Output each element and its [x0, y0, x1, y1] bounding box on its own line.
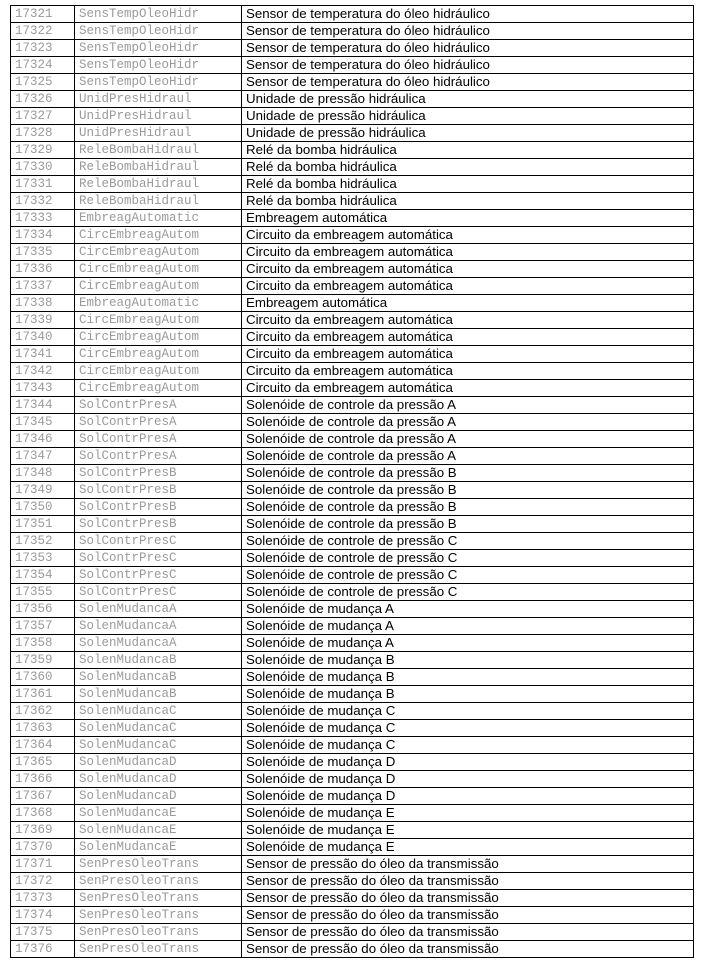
abbreviation-cell: SolContrPresA — [75, 397, 242, 414]
table-row — [11, 907, 694, 924]
abbreviation-cell: SolContrPresB — [75, 482, 242, 499]
table-row — [11, 686, 694, 703]
table-row — [11, 346, 694, 363]
fault-code-cell: 17361 — [11, 686, 75, 703]
description-cell: Sensor de pressão do óleo da transmissão — [242, 890, 694, 907]
table-row — [11, 805, 694, 822]
fault-code-cell: 17359 — [11, 652, 75, 669]
description-cell: Circuito da embreagem automática — [242, 312, 694, 329]
description-cell: Relé da bomba hidráulica — [242, 193, 694, 210]
fault-code-cell: 17350 — [11, 499, 75, 516]
description-cell: Solenóide de mudança A — [242, 601, 694, 618]
table-row — [11, 720, 694, 737]
abbreviation-cell: SolenMudancaA — [75, 618, 242, 635]
fault-code-cell: 17348 — [11, 465, 75, 482]
abbreviation-cell: SolContrPresB — [75, 516, 242, 533]
table-row — [11, 312, 694, 329]
table-row — [11, 567, 694, 584]
abbreviation-cell: SolContrPresC — [75, 533, 242, 550]
fault-code-cell: 17339 — [11, 312, 75, 329]
description-cell: Solenóide de controle da pressão A — [242, 448, 694, 465]
abbreviation-cell: UnidPresHidraul — [75, 125, 242, 142]
table-row — [11, 499, 694, 516]
table-row — [11, 431, 694, 448]
table-row — [11, 601, 694, 618]
description-cell: Circuito da embreagem automática — [242, 261, 694, 278]
abbreviation-cell: CircEmbreagAutom — [75, 380, 242, 397]
fault-code-cell: 17376 — [11, 941, 75, 958]
description-cell: Solenóide de mudança B — [242, 652, 694, 669]
abbreviation-cell: SenPresOleoTrans — [75, 907, 242, 924]
abbreviation-cell: SolenMudancaA — [75, 601, 242, 618]
table-row — [11, 703, 694, 720]
description-cell: Solenóide de mudança C — [242, 703, 694, 720]
abbreviation-cell: SolenMudancaB — [75, 686, 242, 703]
description-cell: Solenóide de controle de pressão C — [242, 550, 694, 567]
fault-code-cell: 17373 — [11, 890, 75, 907]
fault-code-cell: 17370 — [11, 839, 75, 856]
description-cell: Circuito da embreagem automática — [242, 227, 694, 244]
fault-code-cell: 17351 — [11, 516, 75, 533]
table-row — [11, 261, 694, 278]
table-row — [11, 108, 694, 125]
fault-code-cell: 17360 — [11, 669, 75, 686]
abbreviation-cell: CircEmbreagAutom — [75, 278, 242, 295]
fault-code-cell: 17333 — [11, 210, 75, 227]
description-cell: Circuito da embreagem automática — [242, 363, 694, 380]
table-row — [11, 482, 694, 499]
fault-code-cell: 17324 — [11, 57, 75, 74]
abbreviation-cell: ReleBombaHidraul — [75, 159, 242, 176]
table-row — [11, 176, 694, 193]
description-cell: Solenóide de mudança A — [242, 618, 694, 635]
description-cell: Sensor de temperatura do óleo hidráulico — [242, 40, 694, 57]
table-row — [11, 839, 694, 856]
fault-code-cell: 17358 — [11, 635, 75, 652]
fault-code-cell: 17337 — [11, 278, 75, 295]
table-row — [11, 244, 694, 261]
table-row — [11, 142, 694, 159]
description-cell: Solenóide de mudança D — [242, 771, 694, 788]
fault-code-cell: 17365 — [11, 754, 75, 771]
fault-code-cell: 17342 — [11, 363, 75, 380]
description-cell: Embreagem automática — [242, 295, 694, 312]
abbreviation-cell: SolenMudancaE — [75, 805, 242, 822]
abbreviation-cell: ReleBombaHidraul — [75, 142, 242, 159]
fault-code-cell: 17357 — [11, 618, 75, 635]
abbreviation-cell: SensTempOleoHidr — [75, 57, 242, 74]
table-row — [11, 397, 694, 414]
description-cell: Solenóide de mudança D — [242, 754, 694, 771]
table-row — [11, 448, 694, 465]
abbreviation-cell: SensTempOleoHidr — [75, 40, 242, 57]
description-cell: Solenóide de mudança E — [242, 839, 694, 856]
description-cell: Solenóide de controle da pressão B — [242, 482, 694, 499]
table-row — [11, 23, 694, 40]
description-cell: Unidade de pressão hidráulica — [242, 108, 694, 125]
description-cell: Solenóide de mudança A — [242, 635, 694, 652]
fault-code-cell: 17354 — [11, 567, 75, 584]
table-row — [11, 618, 694, 635]
fault-code-cell: 17363 — [11, 720, 75, 737]
fault-code-cell: 17344 — [11, 397, 75, 414]
description-cell: Solenóide de mudança B — [242, 686, 694, 703]
table-row — [11, 924, 694, 941]
table-row — [11, 57, 694, 74]
fault-code-cell: 17366 — [11, 771, 75, 788]
table-row — [11, 669, 694, 686]
description-cell: Circuito da embreagem automática — [242, 329, 694, 346]
fault-code-cell: 17323 — [11, 40, 75, 57]
fault-code-cell: 17322 — [11, 23, 75, 40]
description-cell: Sensor de temperatura do óleo hidráulico — [242, 6, 694, 23]
table-row — [11, 295, 694, 312]
abbreviation-cell: SolContrPresA — [75, 431, 242, 448]
table-row — [11, 516, 694, 533]
description-cell: Sensor de pressão do óleo da transmissão — [242, 856, 694, 873]
fault-code-cell: 17372 — [11, 873, 75, 890]
fault-code-cell: 17364 — [11, 737, 75, 754]
table-row — [11, 465, 694, 482]
abbreviation-cell: SolenMudancaA — [75, 635, 242, 652]
description-cell: Solenóide de controle de pressão C — [242, 533, 694, 550]
fault-code-cell: 17375 — [11, 924, 75, 941]
abbreviation-cell: CircEmbreagAutom — [75, 329, 242, 346]
fault-code-cell: 17330 — [11, 159, 75, 176]
description-cell: Sensor de temperatura do óleo hidráulico — [242, 57, 694, 74]
abbreviation-cell: ReleBombaHidraul — [75, 176, 242, 193]
description-cell: Solenóide de mudança E — [242, 805, 694, 822]
abbreviation-cell: SolenMudancaD — [75, 788, 242, 805]
description-cell: Solenóide de mudança C — [242, 737, 694, 754]
description-cell: Relé da bomba hidráulica — [242, 176, 694, 193]
fault-code-cell: 17374 — [11, 907, 75, 924]
fault-code-cell: 17347 — [11, 448, 75, 465]
table-row — [11, 941, 694, 958]
description-cell: Solenóide de mudança D — [242, 788, 694, 805]
fault-code-cell: 17353 — [11, 550, 75, 567]
fault-code-cell: 17368 — [11, 805, 75, 822]
description-cell: Sensor de temperatura do óleo hidráulico — [242, 74, 694, 91]
abbreviation-cell: UnidPresHidraul — [75, 91, 242, 108]
description-cell: Solenóide de controle de pressão C — [242, 567, 694, 584]
fault-code-cell: 17349 — [11, 482, 75, 499]
description-cell: Solenóide de controle de pressão C — [242, 584, 694, 601]
table-row — [11, 125, 694, 142]
abbreviation-cell: CircEmbreagAutom — [75, 346, 242, 363]
abbreviation-cell: SolenMudancaE — [75, 822, 242, 839]
abbreviation-cell: SolenMudancaB — [75, 669, 242, 686]
abbreviation-cell: SolContrPresA — [75, 448, 242, 465]
abbreviation-cell: CircEmbreagAutom — [75, 227, 242, 244]
fault-code-cell: 17332 — [11, 193, 75, 210]
table-row — [11, 533, 694, 550]
description-cell: Solenóide de controle da pressão B — [242, 499, 694, 516]
abbreviation-cell: SenPresOleoTrans — [75, 856, 242, 873]
abbreviation-cell: SolenMudancaC — [75, 720, 242, 737]
description-cell: Embreagem automática — [242, 210, 694, 227]
description-cell: Sensor de pressão do óleo da transmissão — [242, 873, 694, 890]
fault-code-cell: 17371 — [11, 856, 75, 873]
description-cell: Circuito da embreagem automática — [242, 346, 694, 363]
description-cell: Circuito da embreagem automática — [242, 278, 694, 295]
abbreviation-cell: SenPresOleoTrans — [75, 941, 242, 958]
table-row — [11, 193, 694, 210]
fault-code-cell: 17329 — [11, 142, 75, 159]
abbreviation-cell: UnidPresHidraul — [75, 108, 242, 125]
abbreviation-cell: SenPresOleoTrans — [75, 873, 242, 890]
table-row — [11, 329, 694, 346]
fault-code-cell: 17345 — [11, 414, 75, 431]
table-row — [11, 159, 694, 176]
description-cell: Relé da bomba hidráulica — [242, 142, 694, 159]
table-row — [11, 6, 694, 23]
fault-code-table-body — [11, 6, 694, 958]
fault-code-cell: 17362 — [11, 703, 75, 720]
table-row — [11, 890, 694, 907]
table-row — [11, 227, 694, 244]
abbreviation-cell: SolenMudancaD — [75, 771, 242, 788]
table-row — [11, 771, 694, 788]
table-row — [11, 278, 694, 295]
abbreviation-cell: SensTempOleoHidr — [75, 6, 242, 23]
table-row — [11, 210, 694, 227]
description-cell: Sensor de pressão do óleo da transmissão — [242, 907, 694, 924]
description-cell: Unidade de pressão hidráulica — [242, 91, 694, 108]
fault-code-cell: 17341 — [11, 346, 75, 363]
description-cell: Solenóide de controle da pressão A — [242, 397, 694, 414]
fault-code-cell: 17343 — [11, 380, 75, 397]
abbreviation-cell: SolenMudancaB — [75, 652, 242, 669]
table-row — [11, 754, 694, 771]
fault-code-cell: 17336 — [11, 261, 75, 278]
fault-code-cell: 17321 — [11, 6, 75, 23]
table-row — [11, 40, 694, 57]
table-row — [11, 635, 694, 652]
description-cell: Solenóide de controle da pressão B — [242, 465, 694, 482]
abbreviation-cell: CircEmbreagAutom — [75, 244, 242, 261]
fault-code-cell: 17340 — [11, 329, 75, 346]
description-cell: Sensor de pressão do óleo da transmissão — [242, 924, 694, 941]
fault-code-cell: 17367 — [11, 788, 75, 805]
fault-code-cell: 17326 — [11, 91, 75, 108]
abbreviation-cell: CircEmbreagAutom — [75, 261, 242, 278]
description-cell: Relé da bomba hidráulica — [242, 159, 694, 176]
description-cell: Unidade de pressão hidráulica — [242, 125, 694, 142]
description-cell: Solenóide de mudança B — [242, 669, 694, 686]
table-row — [11, 652, 694, 669]
abbreviation-cell: SolContrPresA — [75, 414, 242, 431]
table-row — [11, 74, 694, 91]
abbreviation-cell: SolenMudancaC — [75, 737, 242, 754]
table-row — [11, 91, 694, 108]
description-cell: Solenóide de controle da pressão A — [242, 431, 694, 448]
fault-code-cell: 17369 — [11, 822, 75, 839]
abbreviation-cell: EmbreagAutomatic — [75, 210, 242, 227]
fault-code-cell: 17325 — [11, 74, 75, 91]
fault-code-cell: 17352 — [11, 533, 75, 550]
fault-code-cell: 17331 — [11, 176, 75, 193]
table-row — [11, 414, 694, 431]
abbreviation-cell: ReleBombaHidraul — [75, 193, 242, 210]
abbreviation-cell: CircEmbreagAutom — [75, 363, 242, 380]
abbreviation-cell: SolenMudancaE — [75, 839, 242, 856]
abbreviation-cell: SolContrPresB — [75, 499, 242, 516]
fault-code-table — [10, 5, 694, 958]
fault-code-cell: 17346 — [11, 431, 75, 448]
description-cell: Solenóide de controle da pressão B — [242, 516, 694, 533]
fault-code-cell: 17328 — [11, 125, 75, 142]
fault-code-cell: 17335 — [11, 244, 75, 261]
table-row — [11, 550, 694, 567]
abbreviation-cell: SolContrPresB — [75, 465, 242, 482]
abbreviation-cell: SensTempOleoHidr — [75, 23, 242, 40]
table-row — [11, 584, 694, 601]
description-cell: Solenóide de mudança E — [242, 822, 694, 839]
abbreviation-cell: SenPresOleoTrans — [75, 924, 242, 941]
fault-code-cell: 17338 — [11, 295, 75, 312]
table-row — [11, 822, 694, 839]
table-row — [11, 856, 694, 873]
fault-code-cell: 17356 — [11, 601, 75, 618]
abbreviation-cell: SolContrPresC — [75, 550, 242, 567]
abbreviation-cell: EmbreagAutomatic — [75, 295, 242, 312]
abbreviation-cell: CircEmbreagAutom — [75, 312, 242, 329]
description-cell: Sensor de pressão do óleo da transmissão — [242, 941, 694, 958]
fault-code-cell: 17355 — [11, 584, 75, 601]
description-cell: Sensor de temperatura do óleo hidráulico — [242, 23, 694, 40]
table-row — [11, 788, 694, 805]
abbreviation-cell: SolContrPresC — [75, 584, 242, 601]
abbreviation-cell: SolenMudancaD — [75, 754, 242, 771]
description-cell: Solenóide de mudança C — [242, 720, 694, 737]
table-row — [11, 873, 694, 890]
table-row — [11, 737, 694, 754]
table-row — [11, 363, 694, 380]
table-row — [11, 380, 694, 397]
abbreviation-cell: SenPresOleoTrans — [75, 890, 242, 907]
description-cell: Solenóide de controle da pressão A — [242, 414, 694, 431]
description-cell: Circuito da embreagem automática — [242, 244, 694, 261]
fault-code-cell: 17334 — [11, 227, 75, 244]
abbreviation-cell: SensTempOleoHidr — [75, 74, 242, 91]
description-cell: Circuito da embreagem automática — [242, 380, 694, 397]
abbreviation-cell: SolContrPresC — [75, 567, 242, 584]
fault-code-cell: 17327 — [11, 108, 75, 125]
abbreviation-cell: SolenMudancaC — [75, 703, 242, 720]
